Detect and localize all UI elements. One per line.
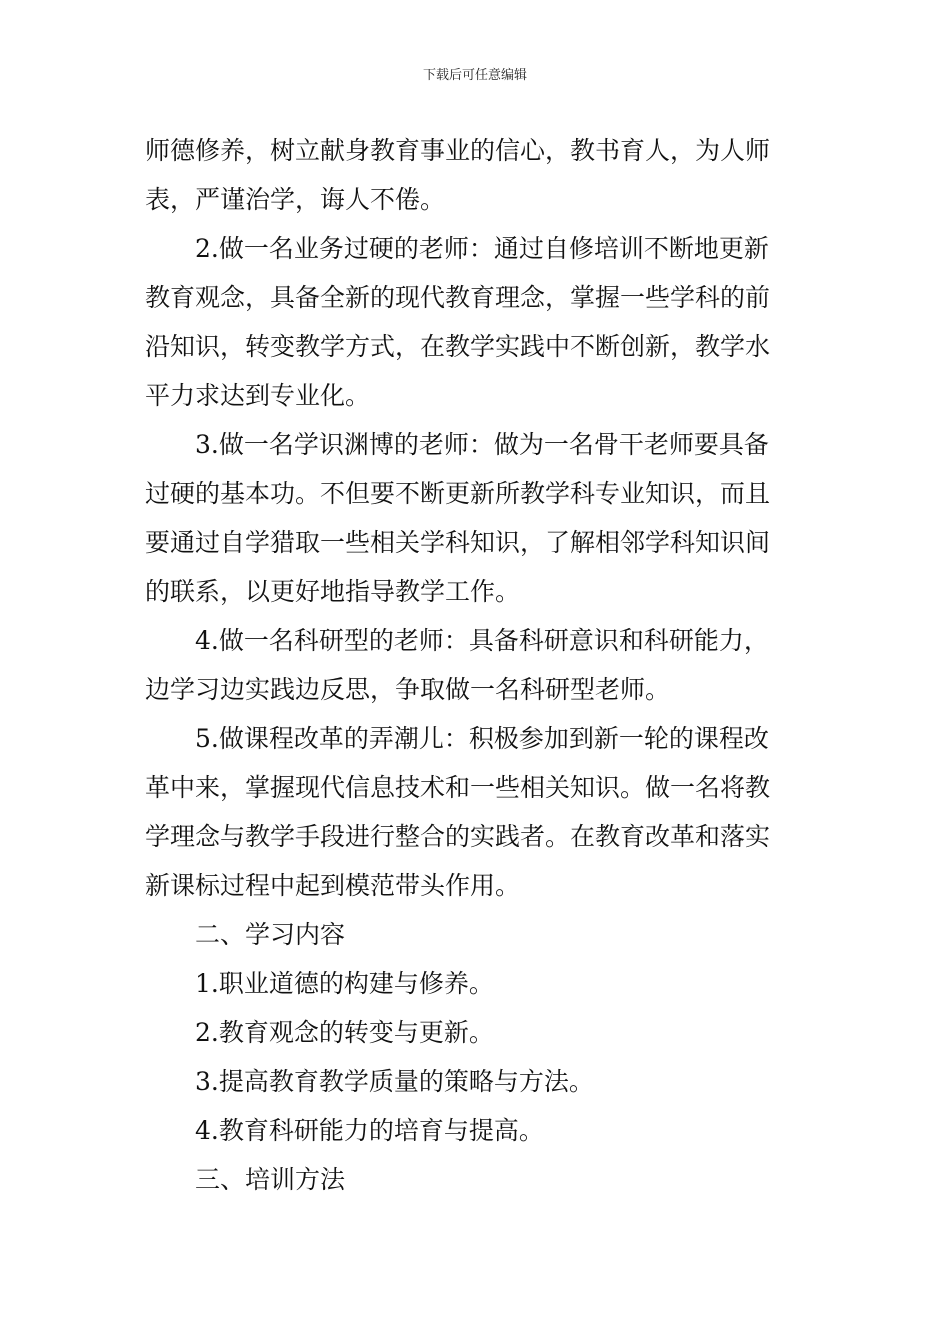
text-line: 5.做课程改革的弄潮儿：积极参加到新一轮的课程改: [195, 724, 769, 753]
text-line: 要通过自学猎取一些相关学科知识，了解相邻学科知识间: [145, 528, 771, 557]
text-line: 学理念与教学手段进行整合的实践者。在教育改革和落实: [145, 822, 771, 851]
text-line: 师德修养，树立献身教育事业的信心，教书育人，为人师: [145, 136, 771, 165]
text-line: 3.做一名学识渊博的老师：做为一名骨干老师要具备: [195, 430, 769, 459]
text-line: 平力求达到专业化。: [145, 381, 371, 410]
text-line: 革中来，掌握现代信息技术和一些相关知识。做一名将教: [145, 773, 771, 802]
text-line: 教育观念，具备全新的现代教育理念，掌握一些学科的前: [145, 283, 771, 312]
section-heading: 二、学习内容: [195, 920, 346, 949]
text-line: 新课标过程中起到模范带头作用。: [145, 871, 521, 900]
section-heading: 三、培训方法: [195, 1165, 346, 1194]
list-item: 4.教育科研能力的培育与提高。: [195, 1116, 544, 1145]
list-item: 2.教育观念的转变与更新。: [195, 1018, 494, 1047]
text-line: 沿知识，转变教学方式，在教学实践中不断创新，教学水: [145, 332, 771, 361]
text-line: 的联系，以更好地指导教学工作。: [145, 577, 521, 606]
text-line: 4.做一名科研型的老师：具备科研意识和科研能力，: [195, 626, 769, 655]
text-line: 边学习边实践边反思，争取做一名科研型老师。: [145, 675, 671, 704]
document-body: [145, 126, 813, 1204]
text-line: 2.做一名业务过硬的老师：通过自修培训不断地更新: [195, 234, 769, 263]
list-item: 1.职业道德的构建与修养。: [195, 969, 494, 998]
text-line: 过硬的基本功。不但要不断更新所教学科专业知识，而且: [145, 479, 771, 508]
page-header: 下载后可任意编辑: [422, 68, 527, 83]
text-line: 表，严谨治学，诲人不倦。: [145, 185, 446, 214]
list-item: 3.提高教育教学质量的策略与方法。: [195, 1067, 594, 1096]
